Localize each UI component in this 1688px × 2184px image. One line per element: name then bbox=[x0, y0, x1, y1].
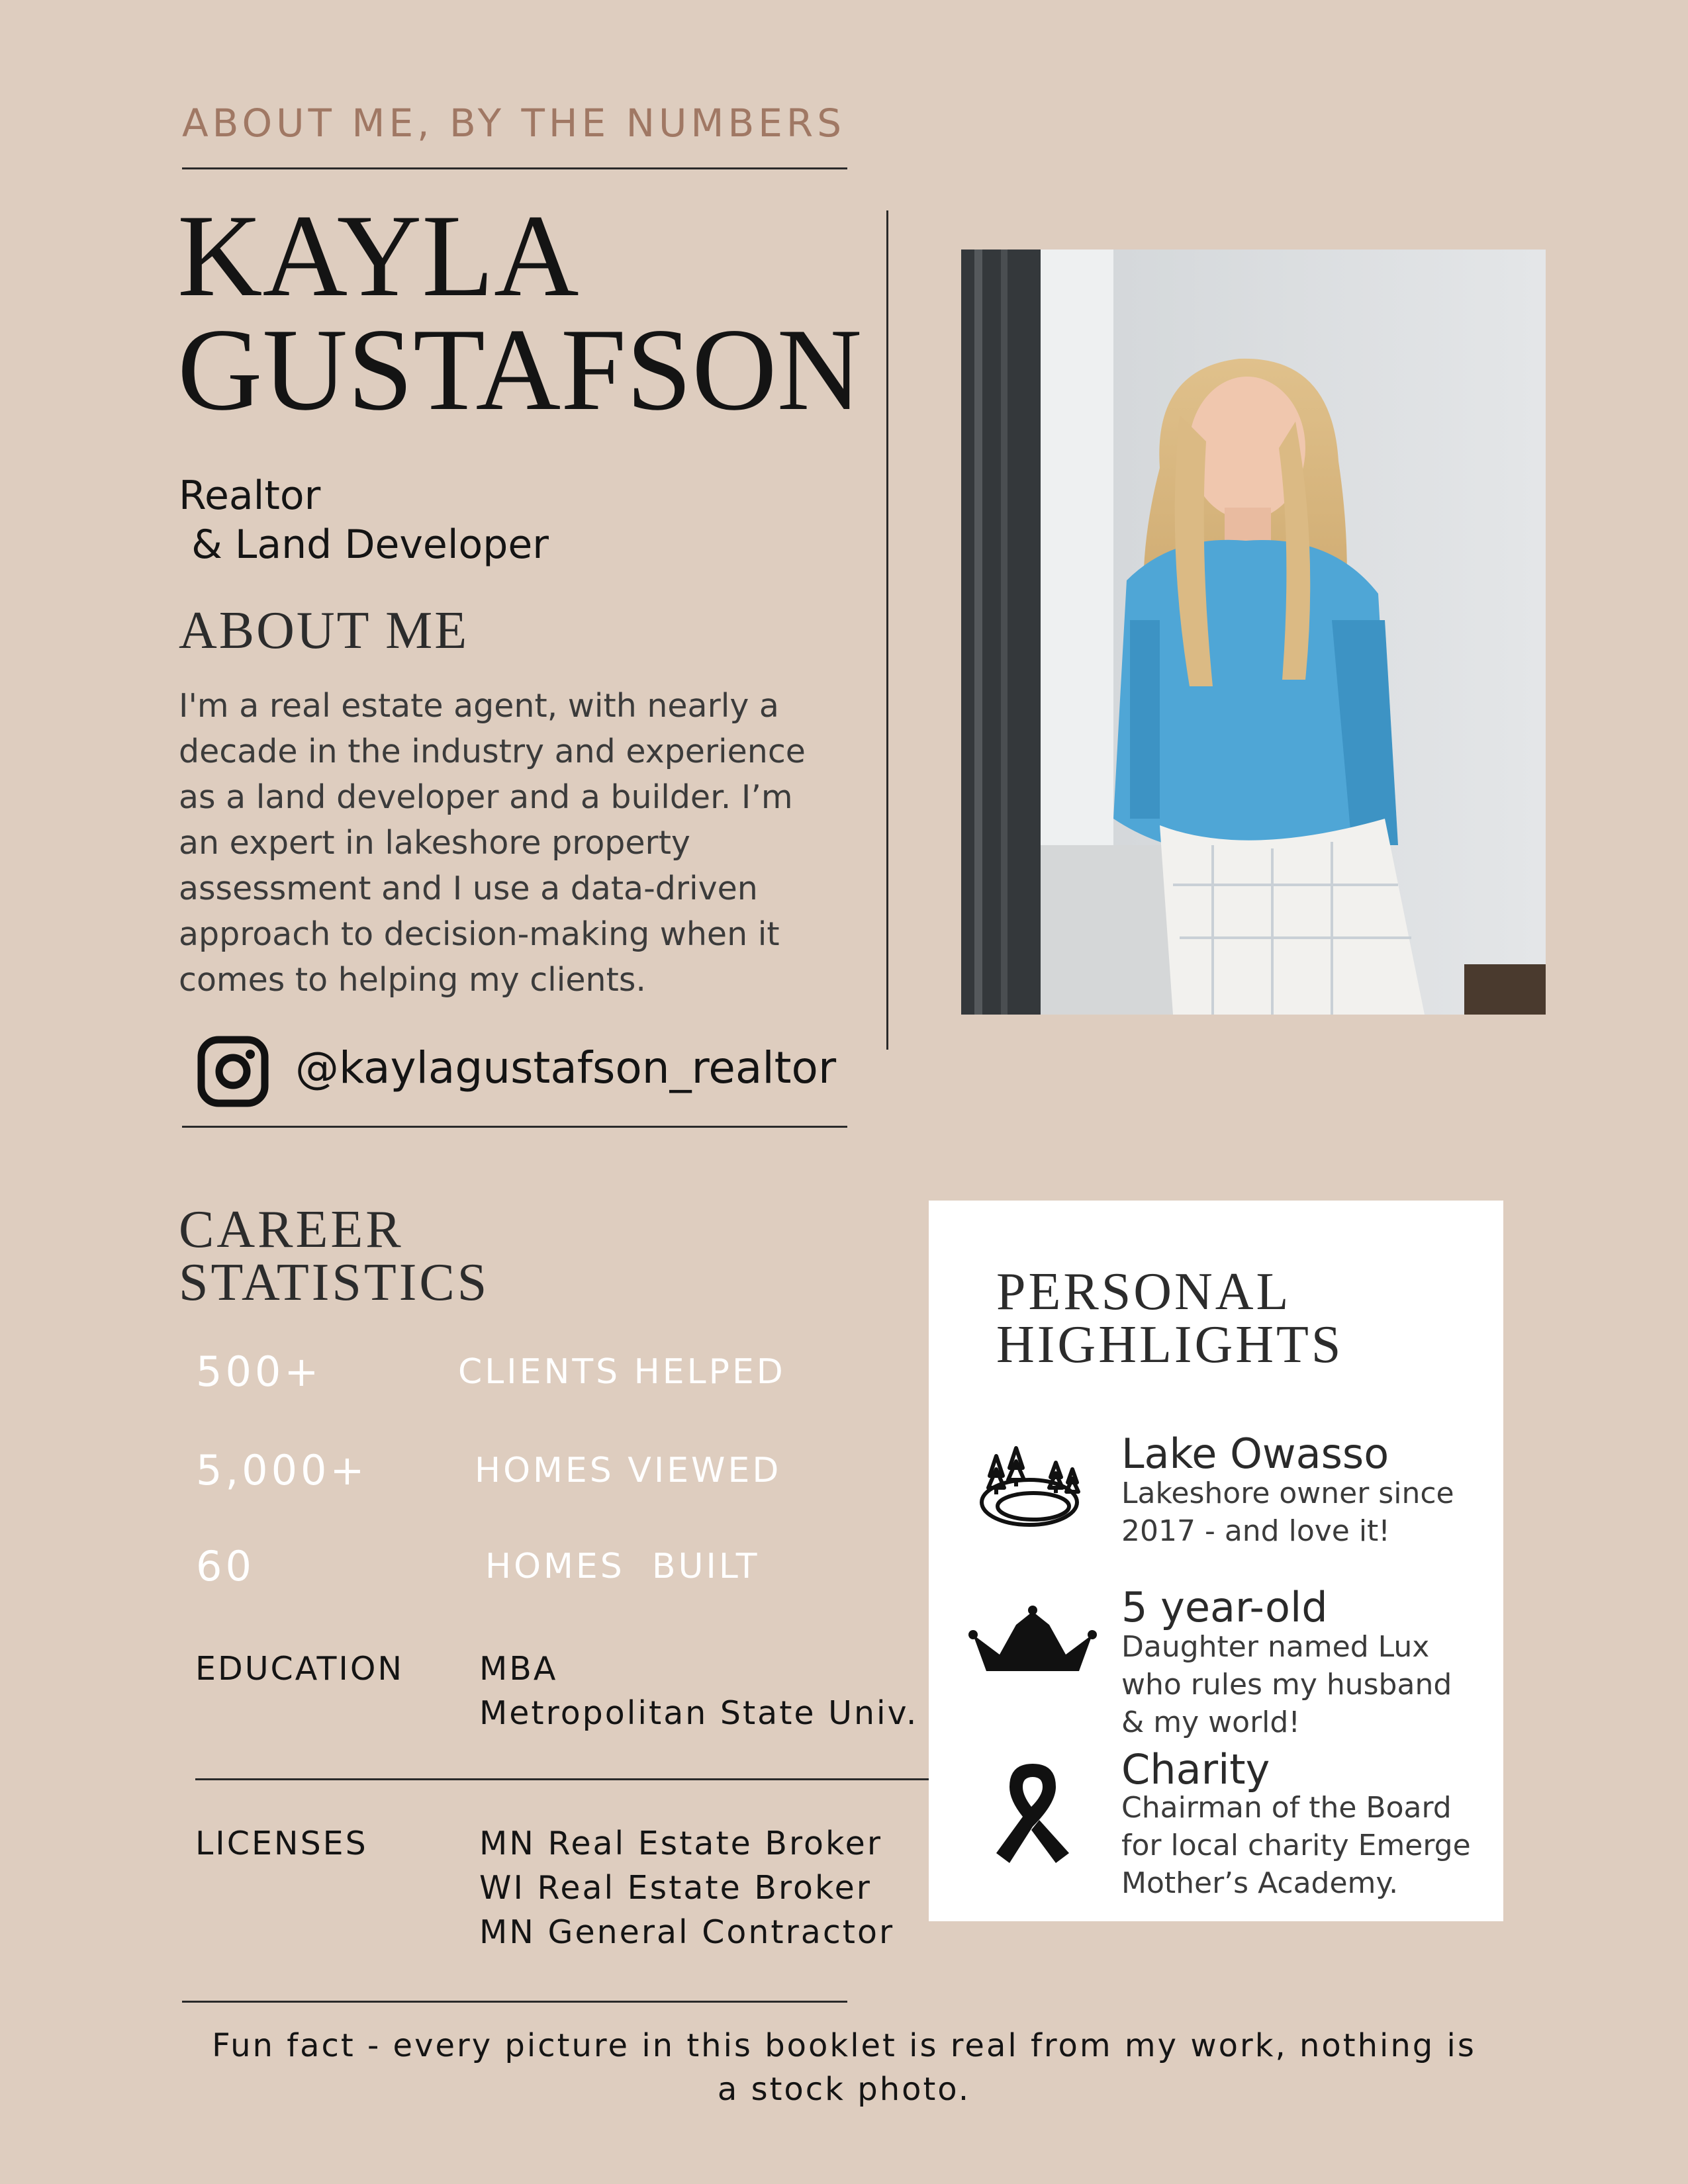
first-name: KAYLA bbox=[177, 190, 579, 321]
last-name: GUSTAFSON bbox=[177, 304, 863, 435]
highlight-title: Charity bbox=[1121, 1745, 1270, 1794]
person-name bbox=[177, 190, 863, 435]
career-heading-line-1: CAREER bbox=[179, 1201, 404, 1259]
highlight-title: 5 year-old bbox=[1121, 1583, 1328, 1631]
career-heading-line-2: STATISTICS bbox=[179, 1253, 490, 1312]
top-divider bbox=[182, 167, 847, 169]
personal-heading bbox=[996, 1263, 1344, 1374]
licenses-label: LICENSES bbox=[195, 1825, 368, 1862]
stat-number: 500+ bbox=[196, 1347, 322, 1396]
education-divider bbox=[195, 1778, 929, 1780]
page-kicker: ABOUT ME, BY THE NUMBERS bbox=[182, 101, 846, 146]
personal-heading-line-2: HIGHLIGHTS bbox=[996, 1316, 1344, 1374]
education-school: Metropolitan State Univ. bbox=[479, 1694, 919, 1732]
job-title-line-1: Realtor bbox=[179, 473, 321, 519]
fun-fact-line-2: a stock photo. bbox=[717, 2071, 971, 2108]
middle-divider bbox=[182, 1126, 847, 1128]
stat-label: CLIENTS HELPED bbox=[458, 1352, 786, 1392]
licenses-value bbox=[479, 1821, 894, 1954]
fun-fact-line-1: Fun fact - every picture in this booklet is real from my work, nothing is bbox=[212, 2027, 1476, 2064]
vertical-divider bbox=[886, 210, 888, 1050]
about-heading: ABOUT ME bbox=[179, 602, 469, 660]
job-title-line-2: & Land Developer bbox=[179, 522, 549, 568]
job-title bbox=[179, 471, 549, 569]
highlight-description: Daughter named Lux who rules my husband & my world! bbox=[1121, 1630, 1452, 1739]
ribbon-icon bbox=[993, 1757, 1072, 1866]
stat-label: HOMES VIEWED bbox=[475, 1451, 782, 1490]
career-heading bbox=[179, 1201, 490, 1312]
instagram-icon[interactable] bbox=[197, 1036, 269, 1107]
bottom-divider bbox=[182, 2001, 847, 2003]
personal-heading-line-1: PERSONAL bbox=[996, 1263, 1291, 1321]
fun-fact bbox=[199, 2024, 1489, 2111]
highlight-description: Lakeshore owner since 2017 - and love it! bbox=[1121, 1477, 1454, 1548]
license-item: MN General Contractor bbox=[479, 1913, 895, 1951]
education-label: EDUCATION bbox=[195, 1650, 404, 1688]
license-item: WI Real Estate Broker bbox=[479, 1869, 872, 1907]
crown-icon bbox=[966, 1605, 1099, 1678]
about-paragraph: I'm a real estate agent, with nearly a decade in the industry and experience as a land developer and a builder. I’m an expert in lakeshore property assessment and I use a data-driven approach to decision-making when it comes to helping my clients. bbox=[179, 687, 806, 999]
highlight-title: Lake Owasso bbox=[1121, 1430, 1389, 1478]
license-item: MN Real Estate Broker bbox=[479, 1825, 882, 1862]
education-degree: MBA bbox=[479, 1650, 558, 1688]
lake-trees-icon bbox=[976, 1430, 1089, 1535]
instagram-handle[interactable]: @kaylagustafson_realtor bbox=[295, 1042, 837, 1093]
highlight-description: Chairman of the Board for local charity Emerge Mother’s Academy. bbox=[1121, 1791, 1471, 1900]
stat-number: 60 bbox=[196, 1542, 255, 1590]
profile-photo bbox=[961, 250, 1546, 1015]
stat-label: HOMES BUILT bbox=[485, 1547, 760, 1586]
education-value bbox=[479, 1647, 918, 1735]
stat-number: 5,000+ bbox=[196, 1446, 368, 1494]
